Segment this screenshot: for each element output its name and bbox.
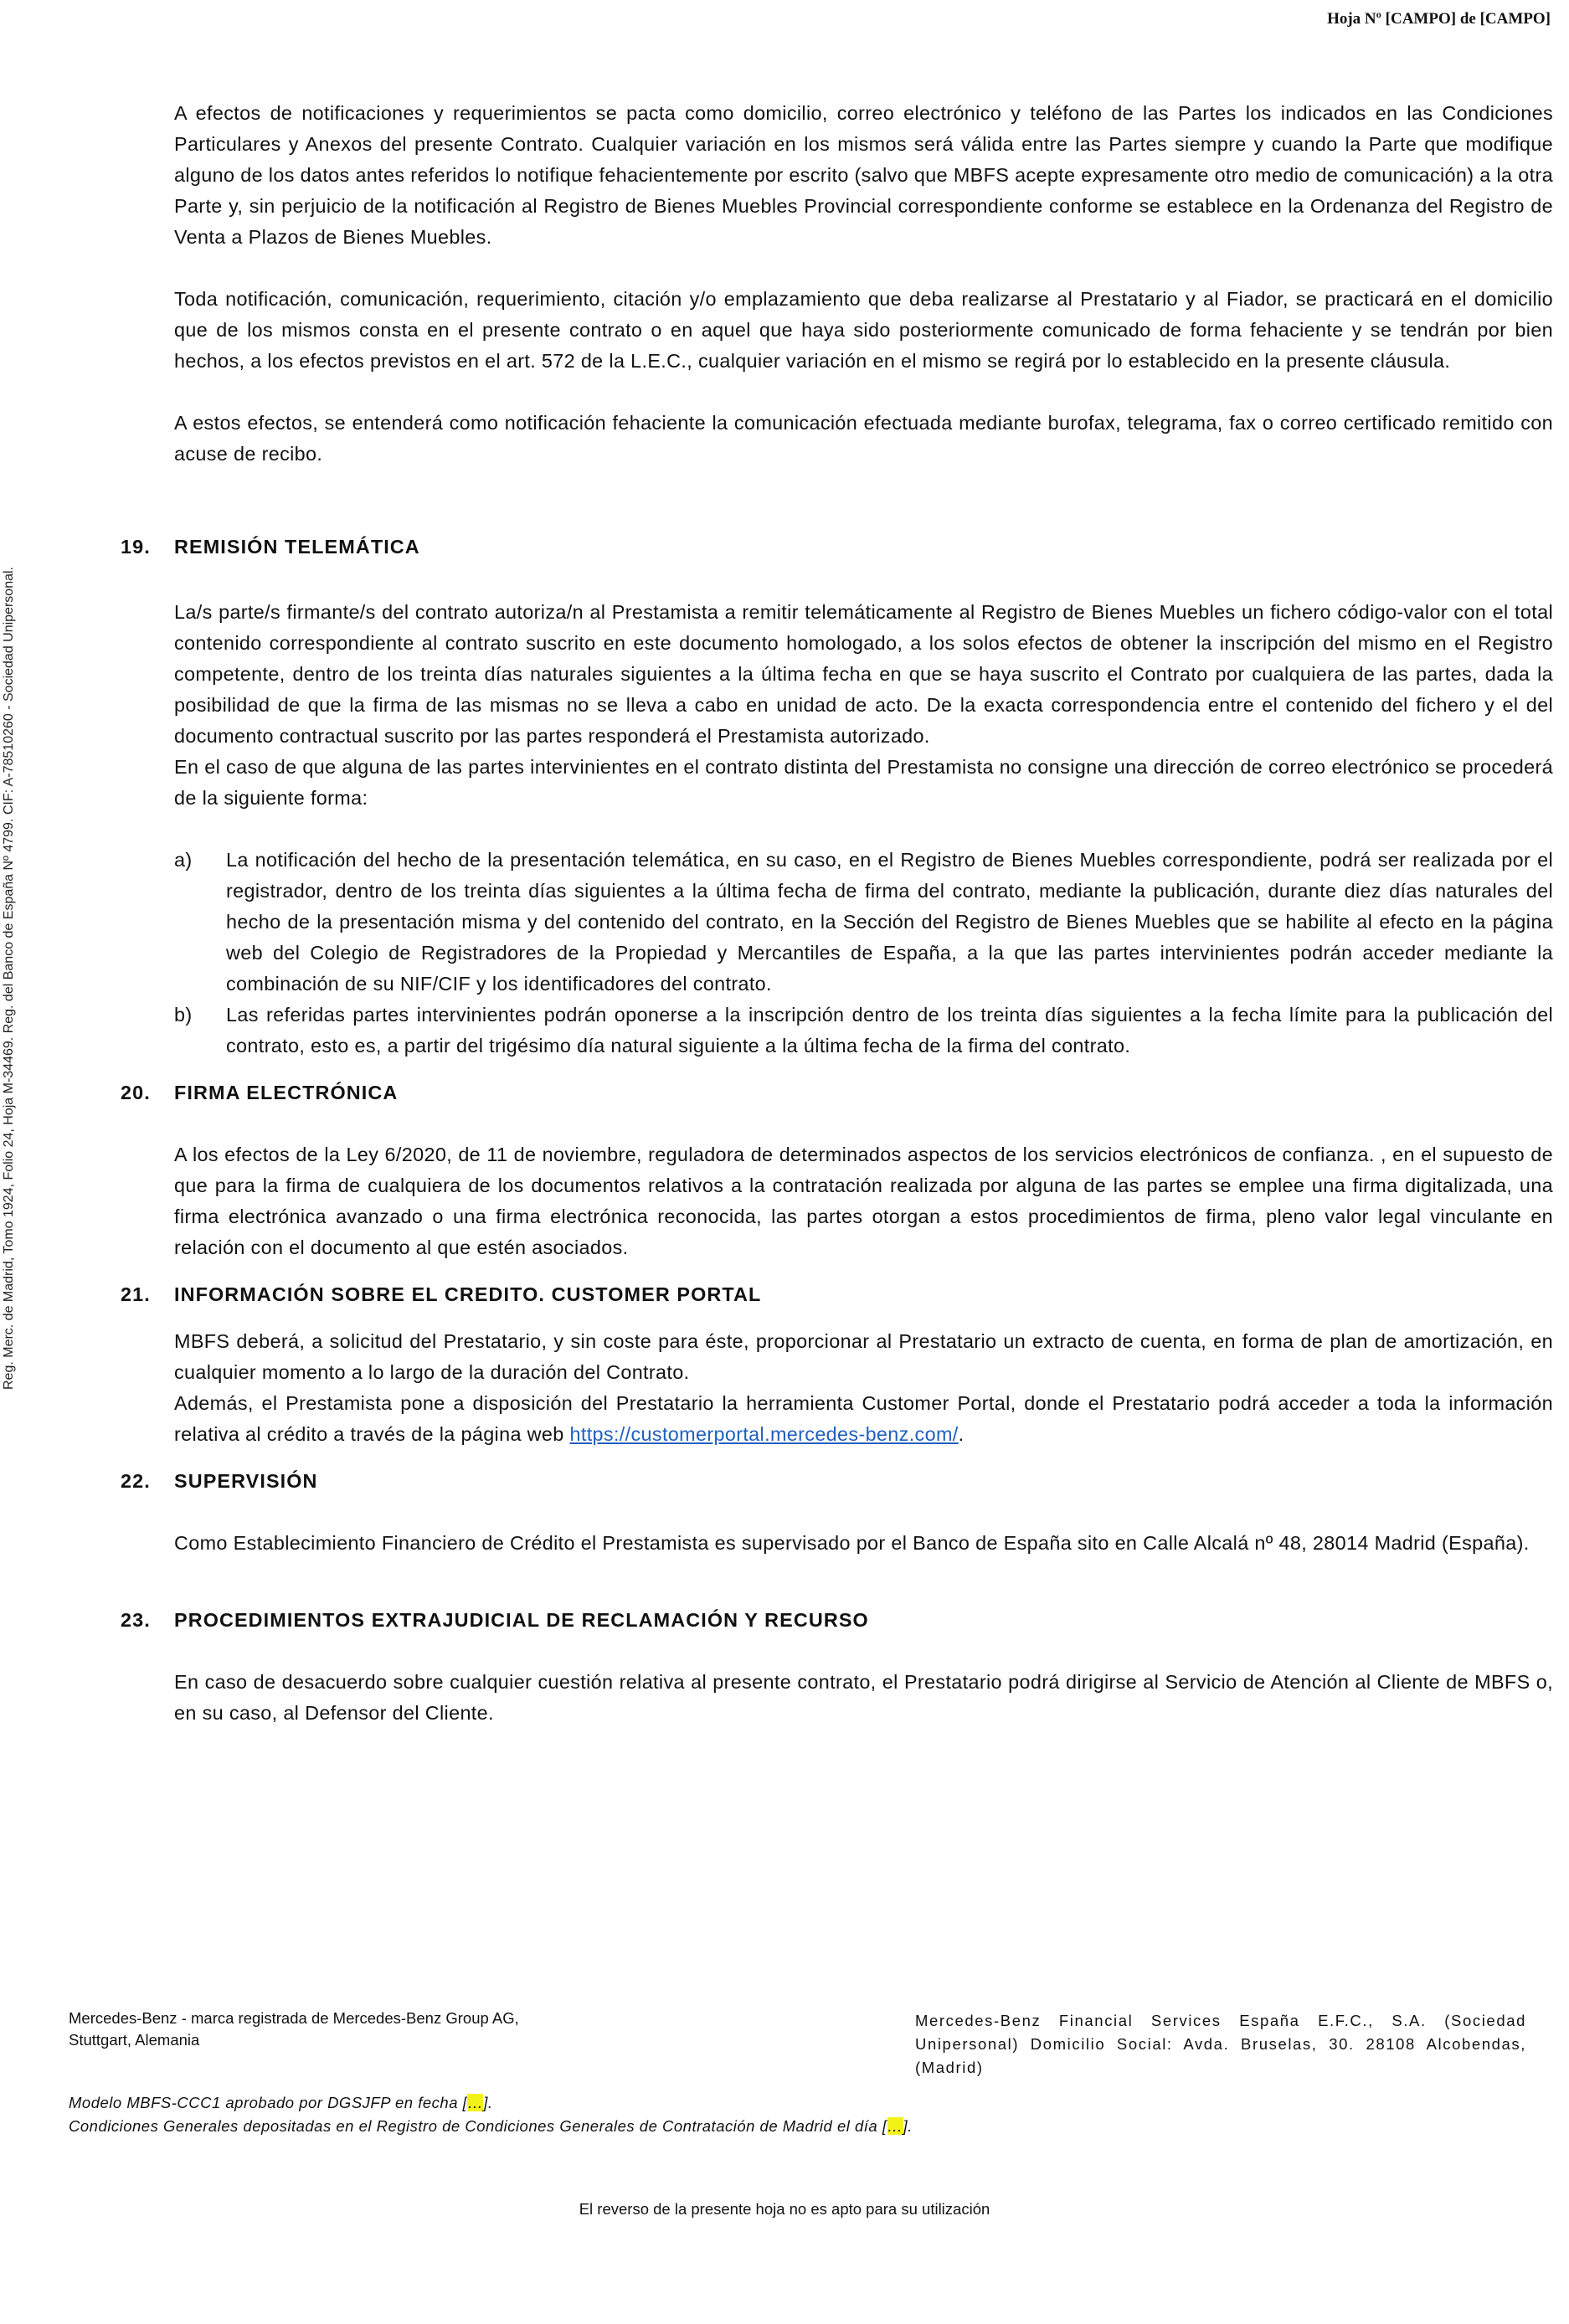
paragraph: En caso de desacuerdo sobre cualquier cuestión relativa al presente contrato, el Prestatario podrá dirigirse al Servicio de Atención al Cliente de MBFS o, en su caso, al Defensor del Cliente. — [174, 1671, 1553, 1724]
paragraph: A efectos de notificaciones y requerimientos se pacta como domicilio, correo electrónico y teléfono de las Partes los indicados en las Condiciones Particulares y Anexos del presente Contrato. Cualquier variación en los mismos será válida entre las Partes siempre y cuando la Parte que modifique alguno de los datos antes referidos lo notifique fehacientemente por escrito (salvo que MBFS acepte expresamente otro medio de comunicación) a la otra Parte y, sin perjuicio de la notificación al Registro de Bienes Muebles Provincial correspondiente conforme se establece en la Ordenanza del Registro de Venta a Plazos de Bienes Muebles. — [174, 102, 1553, 248]
section-number: 22. — [121, 1470, 151, 1492]
section-number: 21. — [121, 1283, 151, 1305]
section-title: SUPERVISIÓN — [174, 1470, 318, 1492]
section-heading-22 — [121, 1466, 1553, 1497]
paragraph-text: . — [958, 1423, 965, 1445]
company-address: Mercedes-Benz Financial Services España E.F.C., S.A. (Sociedad Unipersonal) Domicilio Social: Avda. Bruselas, 30. 28108 Alcobendas, (Madrid) — [915, 2012, 1526, 2076]
page-counter: Hoja Nº [CAMPO] de [CAMPO] — [1327, 10, 1551, 28]
list-item-text: La notificación del hecho de la presentación telemática, en su caso, en el Registro de Bienes Muebles correspondiente, podrá ser realizada por el registrador, dentro de los treinta días siguientes a la última fecha de firma del contrato, mediante la publicación, durante diez días naturales del hecho de la presentación misma y del contenido del contrato, en la Sección del Registro de Bienes Muebles que se habilite al efecto en la página web del Colegio de Registradores de la Propiedad y Mercantiles de España, a la que las partes intervinientes podrán acceder mediante la combinación de su NIF/CIF y los identificadores del contrato. — [226, 849, 1553, 995]
model-approval-notes — [69, 2091, 1157, 2138]
section-heading-23 — [121, 1605, 1553, 1636]
reverse-side-note: El reverso de la presente hoja no es apto para su utilización — [579, 2200, 990, 2218]
date-placeholder: … — [467, 2094, 484, 2111]
paragraph: La/s parte/s firmante/s del contrato autoriza/n al Prestamista a remitir telemáticamente al Registro de Bienes Muebles un fichero código-valor con el total contenido correspondiente al contrato suscrito en este documento homologado, a los solos efectos de obtener la inscripción del mismo en el Registro competente, dentro de los treinta días naturales siguientes a la última fecha en que se haya suscrito el Contrato por cualquiera de las partes, dada la posibilidad de que la firma de las mismas no se lleva a cabo en unidad de acto. De la exacta correspondencia entre el contenido del fichero y el del documento contractual suscrito por las partes responderá el Prestamista autorizado. — [174, 601, 1553, 747]
date-placeholder: … — [887, 2117, 903, 2135]
model-approval-line: Modelo MBFS-CCC1 aprobado por DGSJFP en fecha […]. — [69, 2094, 493, 2111]
section-title: REMISIÓN TELEMÁTICA — [174, 536, 420, 558]
section-heading-19 — [121, 532, 1553, 563]
section-number: 19. — [121, 536, 151, 558]
section-heading-21 — [121, 1279, 1553, 1310]
section-heading-20 — [121, 1077, 1553, 1108]
paragraph: Como Establecimiento Financiero de Crédito el Prestamista es supervisado por el Banco de España sito en Calle Alcalá nº 48, 28014 Madrid (España). — [174, 1532, 1530, 1554]
paragraph: Toda notificación, comunicación, requerimiento, citación y/o emplazamiento que deba realizarse al Prestatario y al Fiador, se practicará en el domicilio que de los mismos consta en el presente contrato o en aquel que haya sido posteriormente comunicado de forma fehaciente y se tendrán por bien hechos, a los efectos previstos en el art. 572 de la L.E.C., cualquier variación en el mismo se regirá por lo establecido en la presente cláusula. — [174, 288, 1553, 372]
registry-side-text: Reg. Merc. de Madrid, Tomo 1924, Folio 24, Hoja M-34469. Reg. del Banco de España Nº 4799. CIF: A-78510260 - Sociedad Unipersonal. — [2, 566, 16, 1390]
paragraph: A los efectos de la Ley 6/2020, de 11 de noviembre, reguladora de determinados aspectos de los servicios electrónicos de confianza. , en el supuesto de que para la firma de cualquiera de los documentos relativos a la contratación realizada por alguna de las partes se emplee una firma digitalizada, una firma electrónica avanzado o una firma electrónica reconocida, las partes otorgan a estos procedimientos de firma, pleno valor legal vinculante en relación con el documento al que estén asociados. — [174, 1144, 1553, 1258]
clause-list — [174, 845, 1553, 1062]
deposit-line: Condiciones Generales depositadas en el Registro de Condiciones Generales de Contratación de Madrid el día […]. — [69, 2117, 913, 2135]
paragraph: MBFS deberá, a solicitud del Prestatario, y sin coste para éste, proporcionar al Prestatario un extracto de cuenta, en forma de plan de amortización, en cualquier momento a lo largo de la duración del Contrato. — [174, 1330, 1553, 1383]
trademark-note: Mercedes-Benz - marca registrada de Mercedes-Benz Group AG, Stuttgart, Alemania — [69, 2009, 519, 2049]
list-item — [174, 845, 1553, 1000]
document-body — [121, 98, 1553, 1729]
list-item — [174, 1000, 1553, 1062]
section-number: 20. — [121, 1082, 151, 1103]
list-marker: a) — [174, 849, 193, 871]
list-marker: b) — [174, 1004, 193, 1026]
paragraph-text: Además, el Prestamista pone a disposición del Prestatario la herramienta Customer Portal, donde el Prestatario podrá acceder a toda la información relativa al crédito a través de la página web — [174, 1392, 1553, 1445]
paragraph: A estos efectos, se entenderá como notificación fehaciente la comunicación efectuada mediante burofax, telegrama, fax o correo certificado remitido con acuse de recibo. — [174, 412, 1553, 465]
paragraph: En el caso de que alguna de las partes intervinientes en el contrato distinta del Prestamista no consigne una dirección de correo electrónico se procederá de la siguiente forma: — [174, 756, 1553, 809]
section-title: INFORMACIÓN SOBRE EL CREDITO. CUSTOMER PORTAL — [174, 1283, 762, 1305]
paragraph — [174, 1388, 1553, 1450]
customer-portal-link[interactable]: https://customerportal.mercedes-benz.com/ — [569, 1423, 959, 1445]
section-number: 23. — [121, 1609, 151, 1631]
section-title: FIRMA ELECTRÓNICA — [174, 1082, 399, 1103]
list-item-text: Las referidas partes intervinientes podrán oponerse a la inscripción dentro de los treinta días siguientes a la fecha límite para la publicación del contrato, esto es, a partir del trigésimo día natural siguiente a la última fecha de la firma del contrato. — [226, 1004, 1553, 1057]
section-title: PROCEDIMIENTOS EXTRAJUDICIAL DE RECLAMACIÓN Y RECURSO — [174, 1609, 869, 1631]
